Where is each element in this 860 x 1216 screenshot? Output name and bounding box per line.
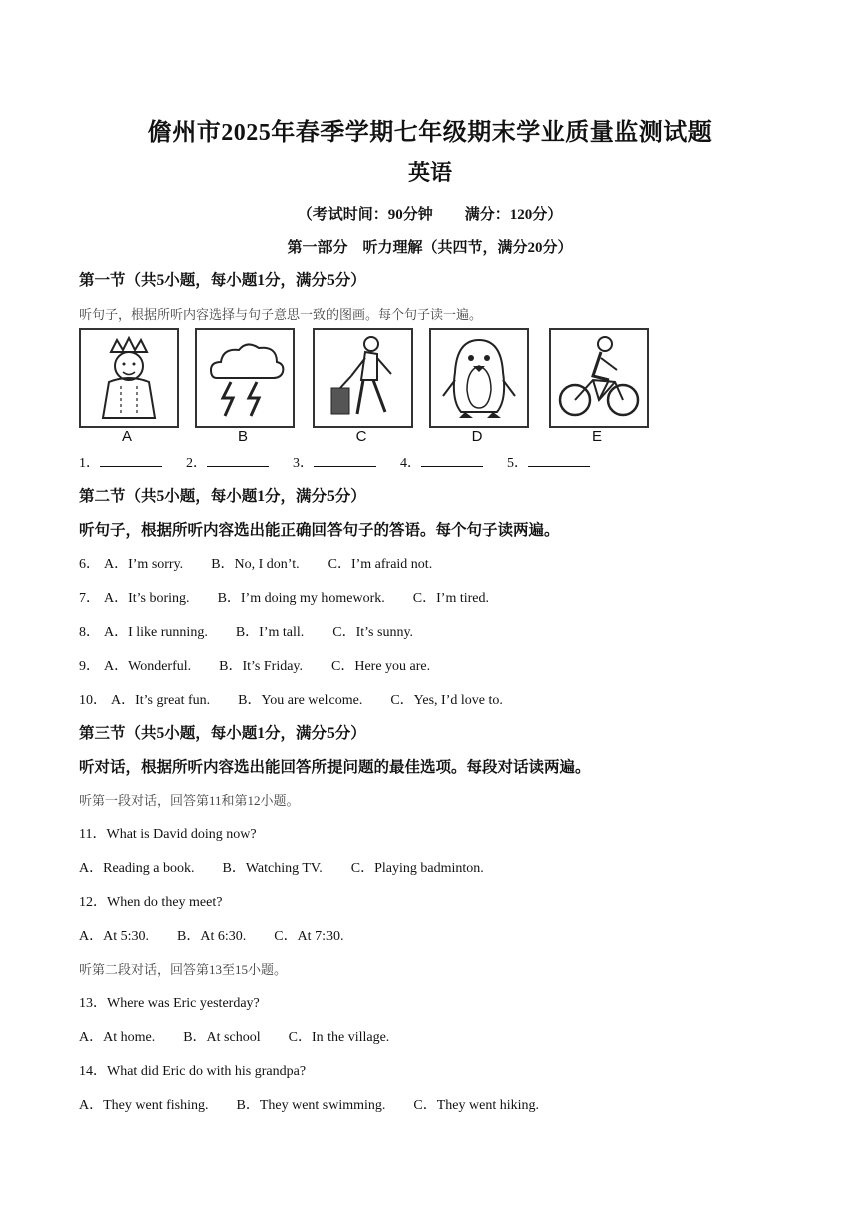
option-b[interactable]: B．They went swimming. <box>236 1098 386 1113</box>
option-c[interactable]: C．I’m afraid not. <box>327 557 433 572</box>
option-b[interactable]: B．I’m tall. <box>235 625 305 640</box>
dialog2-intro: 听第二段对话，回答第13至15小题。 <box>79 962 288 977</box>
option-a[interactable]: A．I like running. <box>104 625 208 640</box>
question-13: 13．Where was Eric yesterday? <box>79 996 260 1011</box>
king-icon <box>79 328 179 428</box>
answer-blank[interactable]: 5． <box>507 452 590 472</box>
full-score: 满分：120分） <box>464 207 563 223</box>
section3-heading: 第三节（共5小题，每小题1分，满分5分） <box>79 725 366 742</box>
option-a[interactable]: A．Reading a book. <box>79 861 195 876</box>
picture-label-c: C <box>355 428 367 445</box>
option-a[interactable]: A．It’s boring. <box>104 591 190 606</box>
question-11-options <box>79 857 484 877</box>
section3-instruction: 听对话，根据所听内容选出能回答所提问题的最佳选项。每段对话读两遍。 <box>79 759 591 776</box>
option-a[interactable]: A．At 5:30. <box>79 929 149 944</box>
thunderstorm-icon <box>195 328 295 428</box>
question-11: 11．What is David doing now? <box>79 827 257 842</box>
option-c[interactable]: C．I’m tired. <box>412 591 489 606</box>
exam-info <box>0 203 860 224</box>
exam-time: （考试时间：90分钟 <box>297 207 433 223</box>
option-c[interactable]: C．Here you are. <box>331 659 431 674</box>
dialog1-intro: 听第一段对话，回答第11和第12小题。 <box>79 793 300 808</box>
question-10: 10． A．It’s great fun. B．You are welcome. C．Yes, I’d love to. <box>79 689 503 709</box>
option-b[interactable]: B．It’s Friday. <box>219 659 304 674</box>
answer-blanks <box>79 452 614 472</box>
option-b[interactable]: B．At 6:30. <box>177 929 247 944</box>
option-b[interactable]: B．I’m doing my homework. <box>217 591 385 606</box>
answer-blank[interactable]: 4． <box>400 452 483 472</box>
question-7: 7． A．It’s boring. B．I’m doing my homework. C．I’m tired. <box>79 587 489 607</box>
option-a[interactable]: A．Wonderful. <box>104 659 192 674</box>
option-c[interactable]: C．Yes, I’d love to. <box>390 693 503 708</box>
option-b[interactable]: B．At school <box>183 1030 261 1045</box>
picture-label-b: B <box>237 428 248 445</box>
option-c[interactable]: C．Playing badminton. <box>350 861 484 876</box>
answer-blank[interactable]: 3． <box>293 452 376 472</box>
section2-instruction: 听句子，根据所听内容选出能正确回答句子的答语。每个句子读两遍。 <box>79 522 560 539</box>
option-b[interactable]: B．You are welcome. <box>238 693 363 708</box>
option-a[interactable]: A．At home. <box>79 1030 156 1045</box>
option-a[interactable]: A．I’m sorry. <box>104 557 184 572</box>
cyclist-icon <box>549 328 649 428</box>
option-c[interactable]: C．At 7:30. <box>274 929 344 944</box>
option-c[interactable]: C．It’s sunny. <box>332 625 414 640</box>
section1-instruction: 听句子，根据所听内容选择与句子意思一致的图画。每个句子读一遍。 <box>79 307 483 322</box>
section2-heading: 第二节（共5小题，每小题1分，满分5分） <box>79 488 366 505</box>
question-9: 9． A．Wonderful. B．It’s Friday. C．Here you are. <box>79 655 430 675</box>
penguin-icon <box>429 328 529 428</box>
option-b[interactable]: B．Watching TV. <box>222 861 323 876</box>
option-c[interactable]: C．They went hiking. <box>413 1098 540 1113</box>
question-14: 14．What did Eric do with his grandpa? <box>79 1064 307 1079</box>
part-heading: 第一部分 听力理解（共四节，满分20分） <box>287 240 573 256</box>
answer-blank[interactable]: 1． <box>79 452 162 472</box>
question-12-options <box>79 925 343 945</box>
picture-label-a: A <box>121 428 132 445</box>
picture-options <box>79 328 659 448</box>
question-12: 12．When do they meet? <box>79 895 223 910</box>
question-13-options <box>79 1026 389 1046</box>
exam-subject: 英语 <box>407 160 452 185</box>
picture-label-d: D <box>471 428 483 445</box>
traveler-icon <box>313 328 413 428</box>
picture-label-e: E <box>591 428 602 445</box>
option-c[interactable]: C．In the village. <box>288 1030 390 1045</box>
question-8: 8． A．I like running. B．I’m tall. C．It’s sunny. <box>79 621 413 641</box>
option-b[interactable]: B．No, I don’t. <box>211 557 300 572</box>
question-14-options <box>79 1094 539 1114</box>
option-a[interactable]: A．It’s great fun. <box>111 693 211 708</box>
question-6: 6． A．I’m sorry. B．No, I don’t. C．I’m afraid not. <box>79 553 432 573</box>
section1-heading: 第一节（共5小题，每小题1分，满分5分） <box>79 272 366 289</box>
exam-title: 儋州市2025年春季学期七年级期末学业质量监测试题 <box>147 120 713 146</box>
option-a[interactable]: A．They went fishing. <box>79 1098 209 1113</box>
answer-blank[interactable]: 2． <box>186 452 269 472</box>
